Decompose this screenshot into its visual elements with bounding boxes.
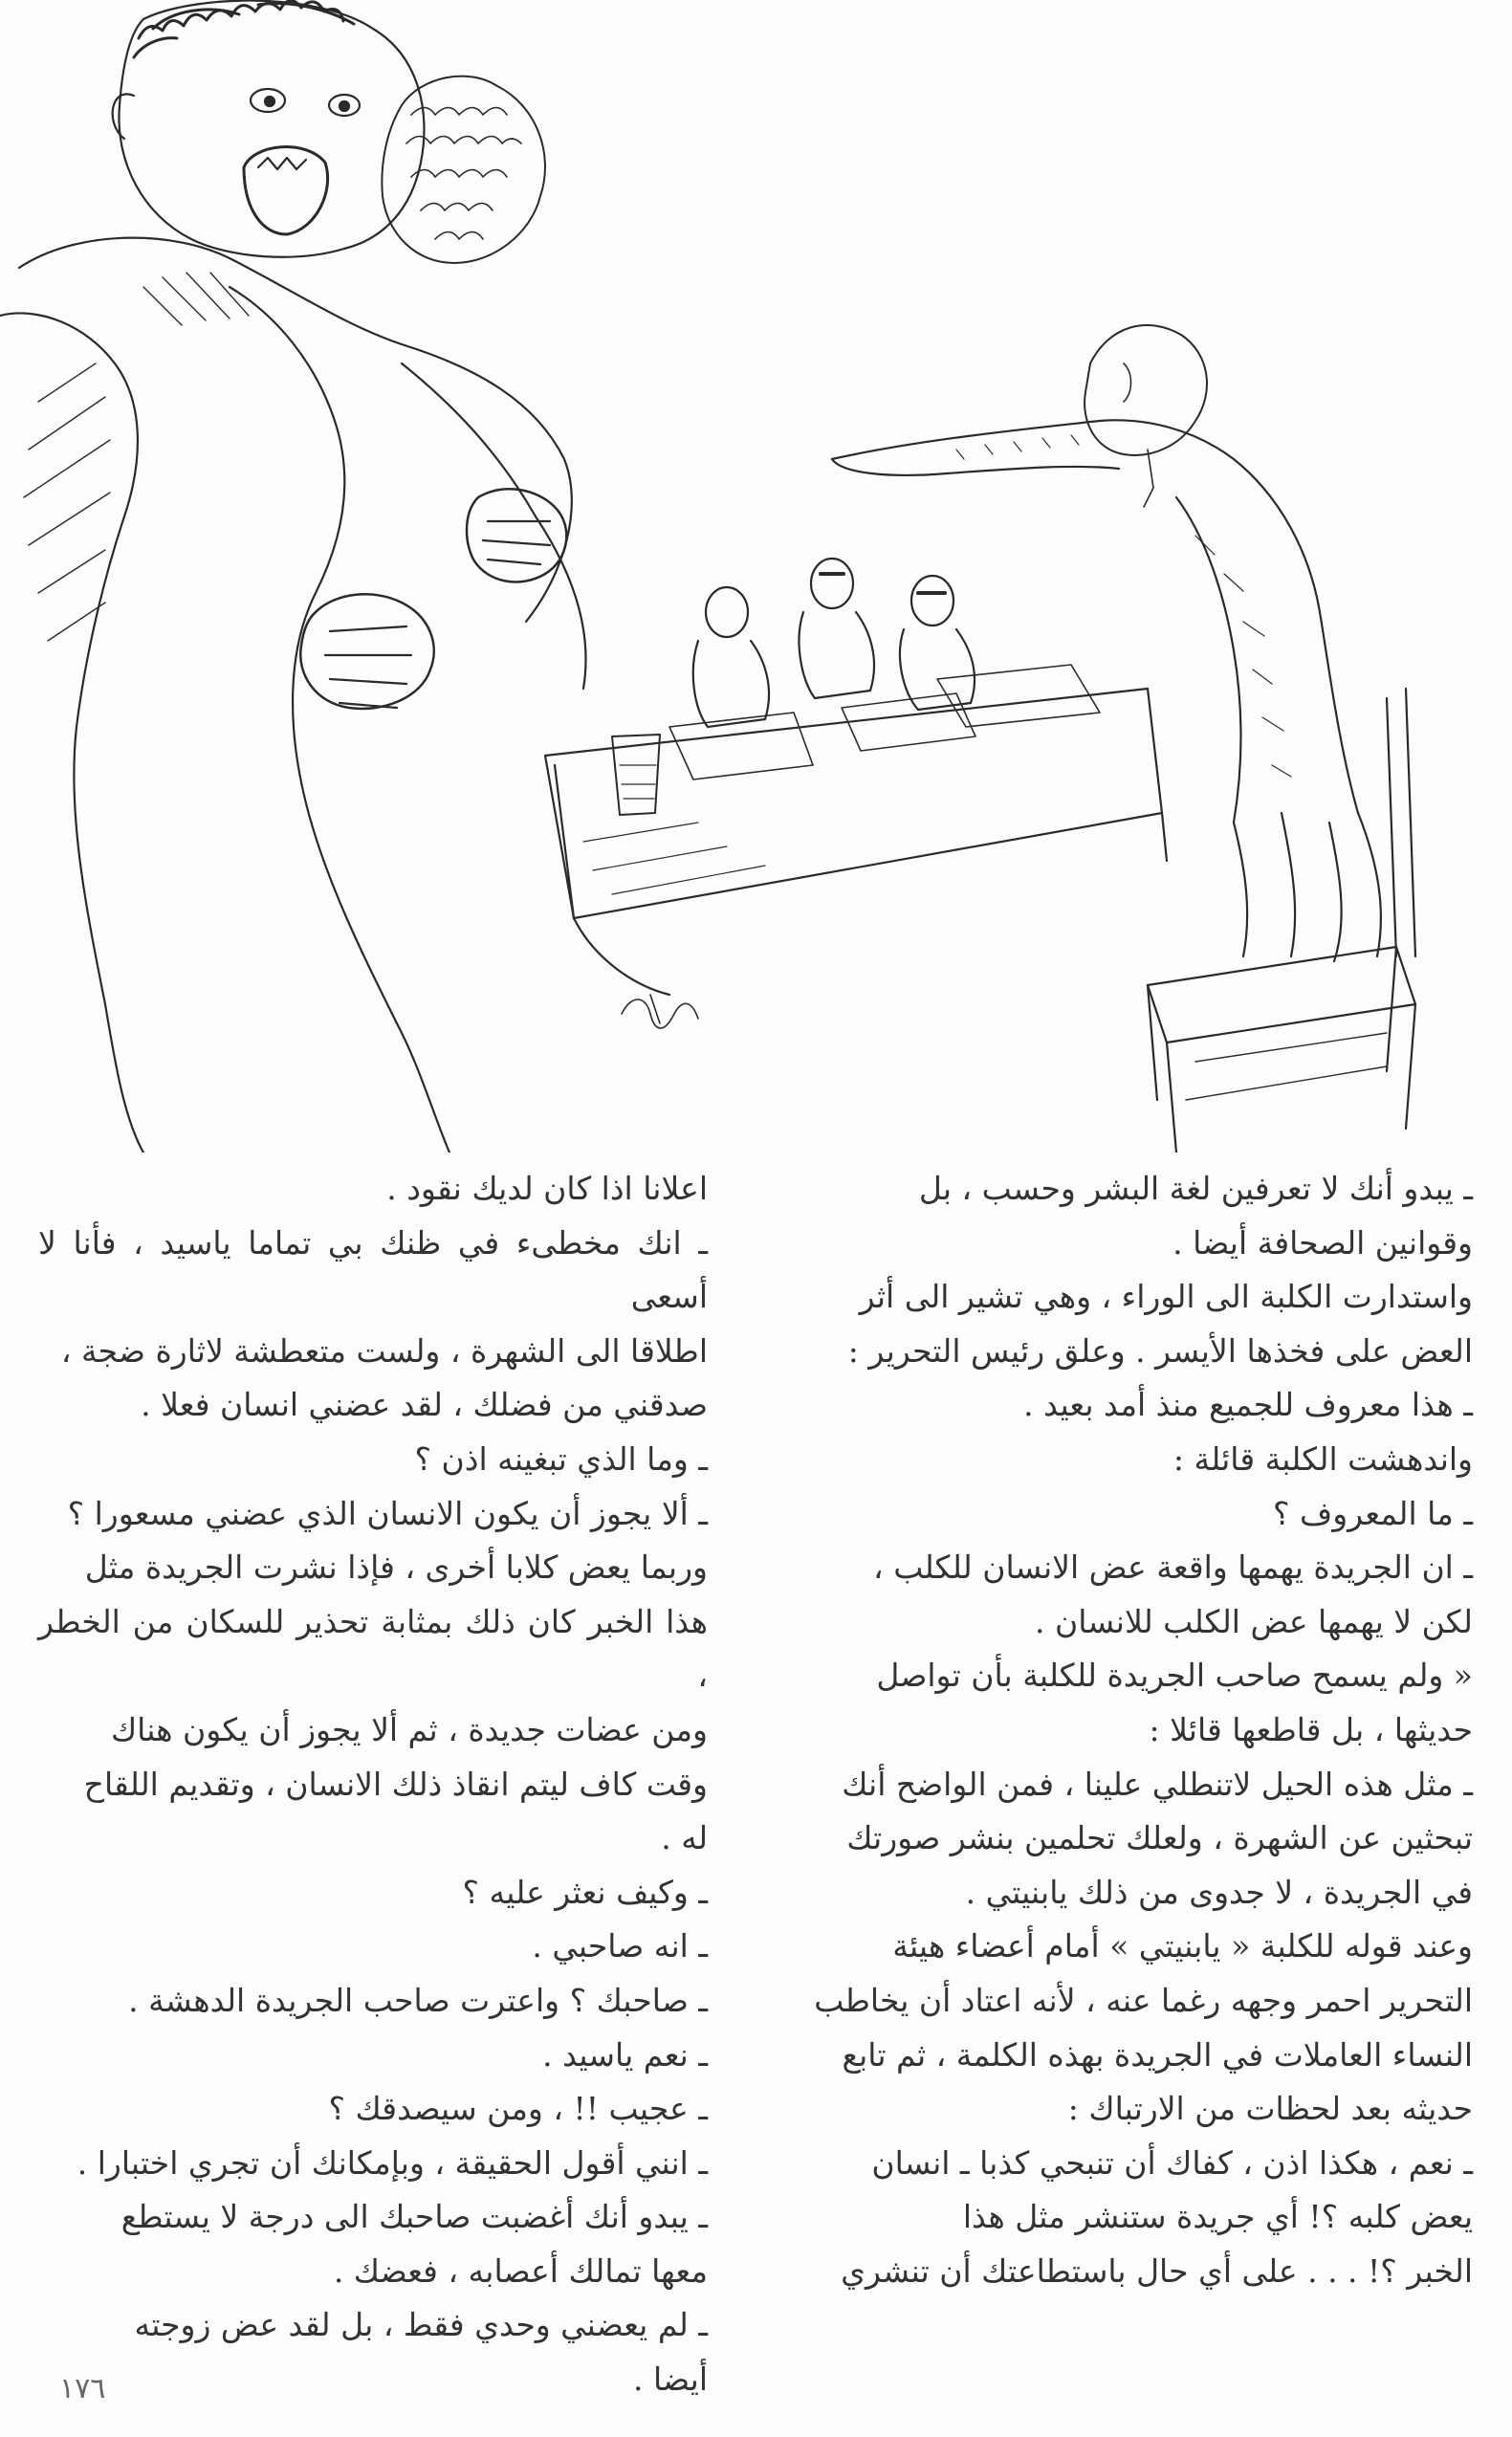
text-line: النساء العاملات في الجريدة بهذه الكلمة ، ثم تابع (842, 2035, 1473, 2074)
text-line: وربما يعض كلابا أخرى ، فإذا نشرت الجريدة مثل (84, 1548, 708, 1587)
text-line: واستدارت الكلبة الى الوراء ، وهي تشير الى أثر (859, 1278, 1473, 1316)
text-line: ـ ان الجريدة يهمها واقعة عض الانسان للكلب ، (873, 1548, 1473, 1587)
text-line: ـ عجيب !! ، ومن سيصدقك ؟ (328, 2090, 708, 2128)
text-line: وعند قوله للكلبة « يابنيتي » أمام أعضاء هيئة (892, 1927, 1473, 1965)
page-number: ١٧٦ (59, 2372, 106, 2405)
text-line: لكن لا يهمها عض الكلب للانسان . (1035, 1602, 1473, 1640)
text-line: ـ مثل هذه الحيل لاتنطلي علينا ، فمن الواضح أنك (842, 1765, 1473, 1803)
right-column (803, 1162, 1473, 2348)
text-line: ـ انك مخطىء في ظنك بي تماما ياسيد ، فأنا لا أسعى (28, 1223, 708, 1316)
text-line: تبحثين عن الشهرة ، ولعلك تحلمين بنشر صورتك (846, 1819, 1473, 1857)
text-line: ـ ألا يجوز أن يكون الانسان الذي عضني مسعورا ؟ (67, 1494, 708, 1532)
text-line: في الجريدة ، لا جدوى من ذلك يابنيتي . (965, 1873, 1473, 1911)
text-line: وقوانين الصحافة أيضا . (1172, 1223, 1473, 1262)
text-line: الخبر ؟! . . . على أي حال باستطاعتك أن تنشري (841, 2251, 1473, 2290)
text-line: ـ وما الذي تبغينه اذن ؟ (414, 1439, 708, 1478)
text-line: واندهشت الكلبة قائلة : (1172, 1439, 1473, 1478)
text-line: معها تمالك أعصابه ، فعضك . (333, 2251, 708, 2290)
text-line: التحرير احمر وجهه رغما عنه ، لأنه اعتاد أن يخاطب (814, 1981, 1473, 2019)
text-line: هذا الخبر كان ذلك بمثابة تحذير للسكان من الخطر ، (28, 1602, 708, 1695)
text-line: ـ يبدو أنك لا تعرفين لغة البشر وحسب ، بل (918, 1170, 1473, 1207)
text-line: ـ يبدو أنك أغضبت صاحبك الى درجة لا يستطع (121, 2198, 708, 2236)
courtroom-scene-ink-drawing-icon (0, 0, 1512, 1153)
text-line: ـ وكيف نعثر عليه ؟ (462, 1873, 708, 1911)
text-line: ـ ما المعروف ؟ (1273, 1494, 1473, 1532)
text-line: ـ صاحبك ؟ واعترت صاحب الجريدة الدهشة . (128, 1981, 708, 2019)
text-line: العض على فخذها الأيسر . وعلق رئيس التحرير : (847, 1331, 1473, 1370)
text-line: اعلانا اذا كان لديك نقود . (386, 1170, 708, 1207)
text-line: ومن عضات جديدة ، ثم ألا يجوز أن يكون هناك (110, 1710, 708, 1748)
text-line: ـ هذا معروف للجميع منذ أمد بعيد . (1023, 1386, 1473, 1424)
text-line: ـ نعم ياسيد . (542, 2035, 708, 2074)
text-line: ـ انني أقول الحقيقة ، وبإمكانك أن تجري اختبارا . (77, 2143, 708, 2182)
illustration (0, 0, 1512, 1153)
text-line: أيضا . (632, 2360, 708, 2399)
text-line: وقت كاف ليتم انقاذ ذلك الانسان ، وتقديم اللقاح (83, 1765, 708, 1803)
text-line: ـ لم يعضني وحدي فقط ، بل لقد عض زوجته (134, 2306, 708, 2344)
text-line: صدقني من فضلك ، لقد عضني انسان فعلا . (141, 1386, 708, 1424)
text-line: اطلاقا الى الشهرة ، ولست متعطشة لاثارة ضجة ، (60, 1331, 708, 1370)
text-line: حديثه بعد لحظات من الارتباك : (1067, 2090, 1473, 2128)
text-line: ـ انه صاحبي . (532, 1927, 708, 1965)
text-line: « ولم يسمح صاحب الجريدة للكلبة بأن تواصل (876, 1657, 1473, 1695)
text-line: ـ نعم ، هكذا اذن ، كفاك أن تنبحي كذبا ـ انسان (871, 2143, 1473, 2182)
text-line: يعض كلبه ؟! أي جريدة ستنشر مثل هذا (962, 2198, 1473, 2236)
text-line: حديثها ، بل قاطعها قائلا : (1149, 1710, 1473, 1748)
text-line: له . (661, 1819, 708, 1857)
